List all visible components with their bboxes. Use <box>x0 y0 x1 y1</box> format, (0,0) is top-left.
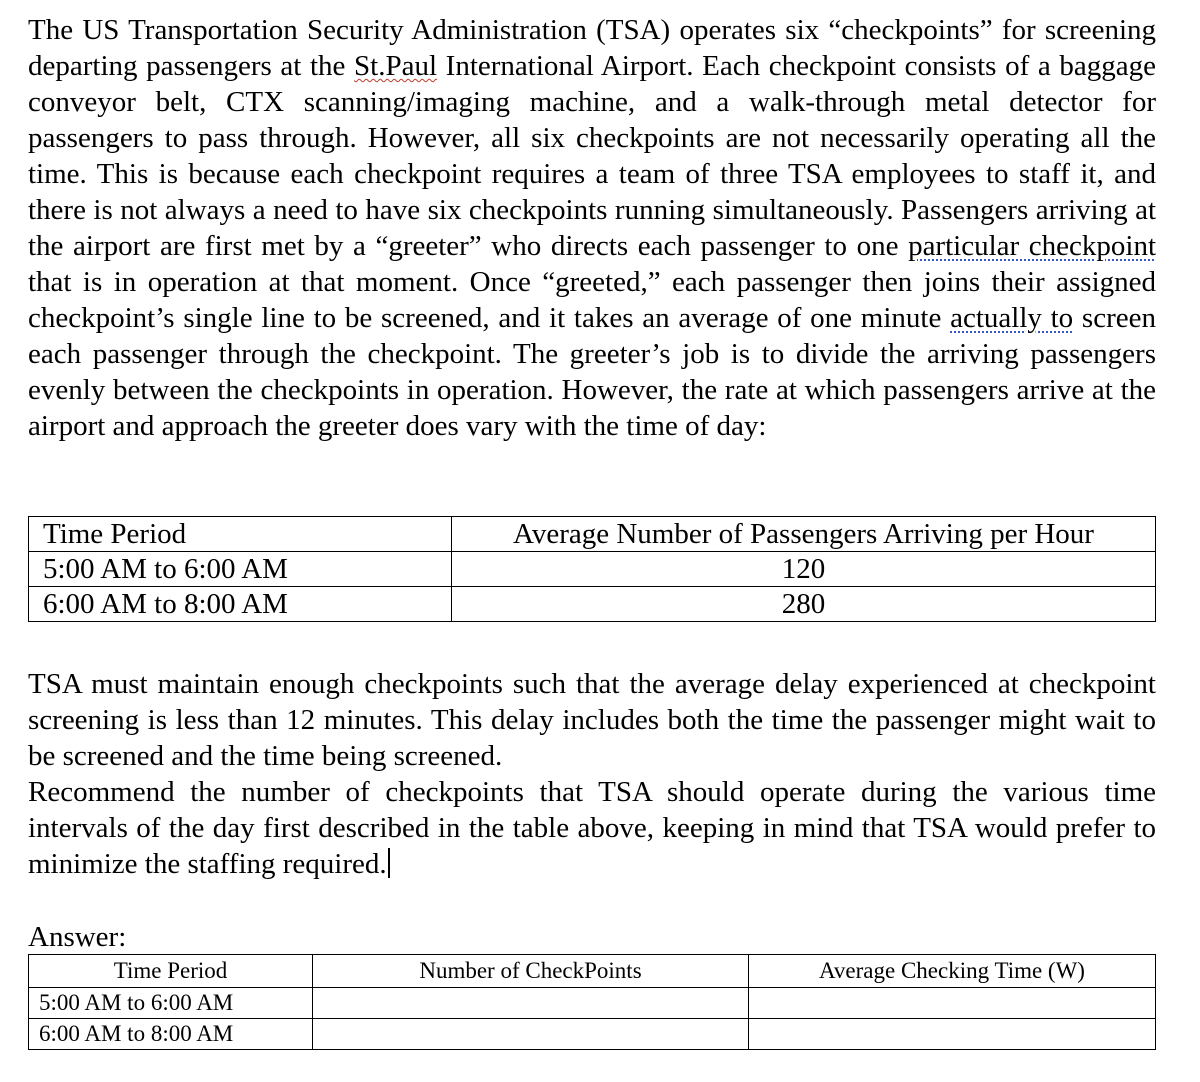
table-cell[interactable]: 120 <box>452 552 1156 587</box>
answer-label: Answer: <box>28 921 127 953</box>
table-row <box>29 1019 1156 1050</box>
intro-text-1: The US Transportation Security Administration (TSA) operates six “checkpoints” for screening departing passengers at the <box>28 14 1156 82</box>
recommend-text: Recommend the number of checkpoints that TSA should operate during the various time intervals of the day first described in the table above, keeping in mind that TSA would prefer to minimize the staffing required. <box>28 776 1156 880</box>
grammar-flag-particular[interactable]: particular checkpoint <box>908 230 1156 262</box>
table-cell[interactable]: 5:00 AM to 6:00 AM <box>29 988 313 1019</box>
requirements-section <box>28 666 1156 882</box>
recommend-paragraph <box>28 774 1156 882</box>
table-header-cell[interactable]: Average Number of Passengers Arriving per Hour <box>452 517 1156 552</box>
table-header-row <box>29 517 1156 552</box>
table-header-cell[interactable]: Time Period <box>29 517 452 552</box>
table-header-cell[interactable]: Time Period <box>29 955 313 988</box>
table-row <box>29 988 1156 1019</box>
answer-table <box>28 954 1156 1050</box>
arrival-rate-table <box>28 516 1156 622</box>
table-row <box>29 587 1156 622</box>
table-header-cell[interactable]: Number of CheckPoints <box>313 955 749 988</box>
table-cell[interactable]: 5:00 AM to 6:00 AM <box>29 552 452 587</box>
table-row <box>29 552 1156 587</box>
requirement-paragraph: TSA must maintain enough checkpoints such that the average delay experienced at checkpoint screening is less than 12 minutes. This delay includes both the time the passenger might wait to be screened and the time being screened. <box>28 668 1156 772</box>
table-header-row <box>29 955 1156 988</box>
checking-time-answer-cell[interactable] <box>749 988 1156 1019</box>
grammar-flag-actually[interactable]: actually to <box>950 302 1074 334</box>
intro-text-3: that is in operation at that moment. Once “greeted,” each passenger then joins their assigned checkpoint’s single line to be screened, and it takes an average of one minute <box>28 266 1156 334</box>
checkpoints-answer-cell[interactable] <box>313 988 749 1019</box>
spellcheck-word-stpaul[interactable]: St.Paul <box>354 50 438 82</box>
table-cell[interactable]: 6:00 AM to 8:00 AM <box>29 587 452 622</box>
document-body <box>28 12 1156 444</box>
intro-paragraph <box>28 12 1156 444</box>
intro-text-2: International Airport. Each checkpoint consists of a baggage conveyor belt, CTX scanning/imaging machine, and a walk-through metal detector for passengers to pass through. However, all six checkpoints are not necessarily operating all the time. This is because each checkpoint requires a team of three TSA employees to staff it, and there is not always a need to have six checkpoints running simultaneously. Passengers arriving at the airport are first met by a “greeter” who directs each passenger to one <box>28 50 1156 262</box>
table-cell[interactable]: 6:00 AM to 8:00 AM <box>29 1019 313 1050</box>
intro-text-4: screen each passenger through the checkpoint. The greeter’s job is to divide the arriving passengers evenly between the checkpoints in operation. However, the rate at which passengers arrive at the airport and approach the greeter does vary with the time of day: <box>28 302 1156 442</box>
checking-time-answer-cell[interactable] <box>749 1019 1156 1050</box>
text-cursor <box>388 848 390 878</box>
checkpoints-answer-cell[interactable] <box>313 1019 749 1050</box>
table-header-cell[interactable]: Average Checking Time (W) <box>749 955 1156 988</box>
table-cell[interactable]: 280 <box>452 587 1156 622</box>
